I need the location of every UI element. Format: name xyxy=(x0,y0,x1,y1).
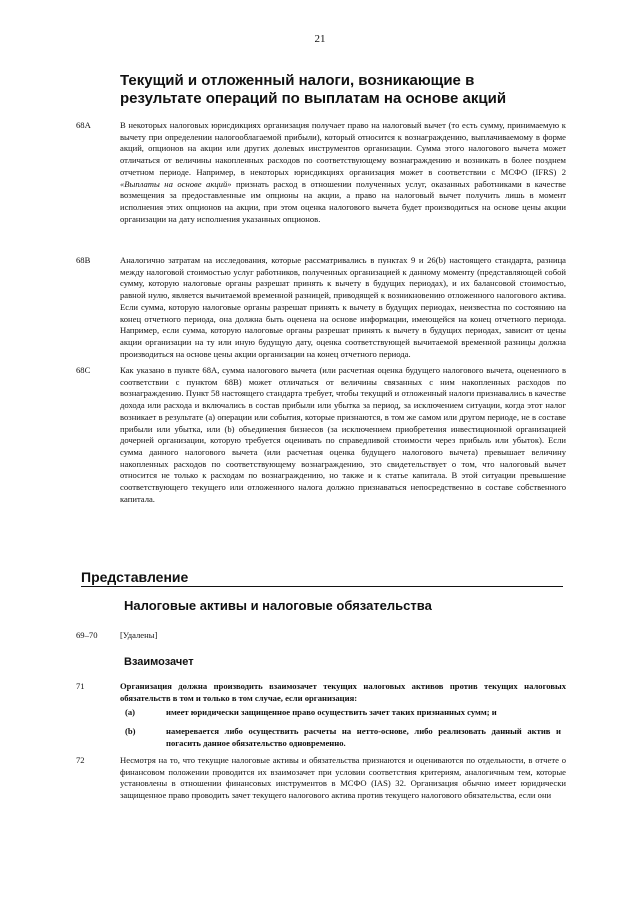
text-part: признать расход в отношении полученных услуг, оказанных работниками в качестве возмещения за предоставленные им опционы на акции, а право на налоговый вычет получить лишь в момент исполнения этих опционов на акции, при этом оценка налогового вычета будет производиться на основе цены акции организации на дату исполнения указанных опционов. xyxy=(120,178,566,224)
paragraph-text: Аналогично затратам на исследования, которые рассматривались в пунктах 9 и 26(b) настоящего стандарта, разница между налоговой стоимостью услуг работников, полученных организацией к данному моменту (представляющей собой сумму, которую налоговые органы разрешат принять к вычету в будущих периодах), и их балансовой стоимостью, равной нулю, является вычитаемой временной разницей, приводящей к возникновению отложенного налогового актива. Если сумма, которую налоговые органы разрешат принять к вычету в будущих периодах, неизвестна по состоянию на конец отчетного периода, она должна быть оценена на основе информации, имеющейся на конец отчетного периода. Например, если сумма, которую налоговые органы разрешат принять к вычету в будущих периодах, зависит от цены акции организации на ту или иную будущую дату, оценка соответствующей вычитаемой временной разницы должна производиться на основе цены акции организации на конец отчетного периода. xyxy=(120,255,566,359)
paragraph-number: 71 xyxy=(76,681,85,691)
list-marker: (b) xyxy=(125,726,136,736)
paragraph-text: [Удалены] xyxy=(120,630,158,640)
paragraph-text xyxy=(120,120,566,225)
paragraph-text: Организация должна производить взаимозачет текущих налоговых активов против текущих налоговых обязательств в том и только в том случае, если организация: xyxy=(120,681,566,703)
paragraph-number: 72 xyxy=(76,755,85,765)
text-part: В некоторых налоговых юрисдикциях организация получает право на налоговый вычет (то есть сумму, принимаемую к вычету при определении налогооблагаемой прибыли), который относится к вознаграждению, выплачиваемому в форме акций, опционов на акции или других долевых инструментов организации. Сумма этого налогового вычета может отличаться от величины накопленных расходов по соответствующему вознаграждению и возникать в более позднем отчетном периоде. Например, в некоторых юрисдикциях организация может в соответствии с МСФО (IFRS) 2 xyxy=(120,120,566,177)
list-item-text: имеет юридически защищенное право осуществить зачет таких признанных сумм; и xyxy=(166,707,497,717)
presentation-heading: Представление xyxy=(81,569,563,587)
section-title: Текущий и отложенный налоги, возникающие в результате операций по выплатам на основе акций xyxy=(120,72,507,107)
paragraph-number: 68B xyxy=(76,255,91,265)
tax-assets-heading: Налоговые активы и налоговые обязательства xyxy=(124,598,432,613)
list-marker: (a) xyxy=(125,707,136,717)
paragraph-text: Несмотря на то, что текущие налоговые активы и обязательства признаются и оцениваются по отдельности, в отчете о финансовом положении проводится их взаимозачет при условии соответствия критериям, аналогичным тем, которые установлены в отношении финансовых инструментов в МСФО (IAS) 32. Организация обычно имеет юридически защищенное право проводить зачет текущего налогового актива против текущего налогового обязательства, если они xyxy=(120,755,566,801)
offset-heading: Взаимозачет xyxy=(124,656,194,668)
paragraph-text: Как указано в пункте 68A, сумма налогового вычета (или расчетная оценка будущего налогового вычета, оцененного в соответствии с пунктом 68B) может отличаться от величины связанных с ним накопленных расходов по вознаграждению. Пункт 58 настоящего стандарта требует, чтобы текущий и отложенный налоги признавались в качестве дохода или расхода и включались в состав прибыли или убытка за период, за исключением ситуации, когда этот налог возникает в результате (a) операции или события, которые признаются, в том же самом или другом периоде, не в составе прибыли или убытка, или (b) объединения бизнесов (за исключением приобретения инвестиционной организацией дочерней организации, которую требуется оценивать по справедливой стоимости через прибыль или убыток). Если сумма данного налогового вычета (или расчетная оценка будущего налогового вычета) превышает величину накопленных расходов по соответствующему вознаграждению, это свидетельствует о том, что налоговый вычет относится не только к расходам по вознаграждению, но также и к статье капитала. В этой ситуации превышение соответствующего текущего или отложенного налога должно признаваться непосредственно в составе собственного капитала. xyxy=(120,365,566,504)
paragraph-number: 68A xyxy=(76,120,91,130)
list-item-text: намеревается либо осуществить расчеты на нетто-основе, либо реализовать данный актив и погасить данное обязательство одновременно. xyxy=(166,726,561,748)
standard-title: «Выплаты на основе акций» xyxy=(120,178,232,189)
page-number: 21 xyxy=(314,33,326,45)
paragraph-number: 68C xyxy=(76,365,91,375)
paragraph-number: 69–70 xyxy=(76,630,98,640)
